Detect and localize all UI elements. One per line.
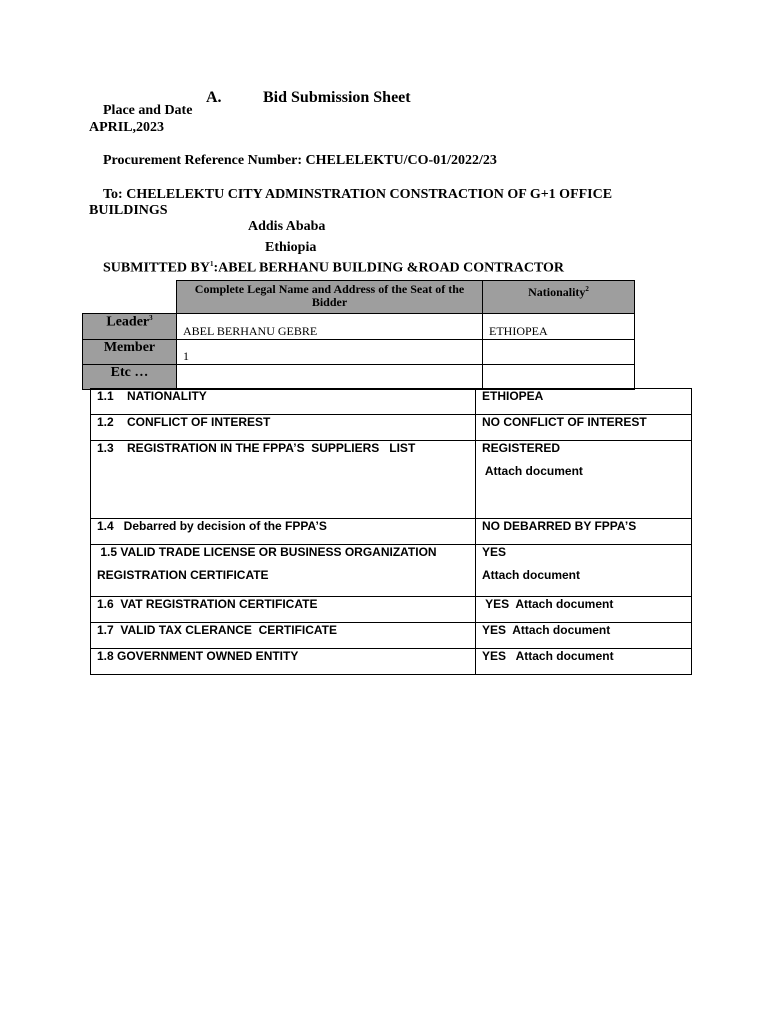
page-title: Bid Submission Sheet — [263, 89, 411, 106]
criterion-value-line-1: YES — [482, 545, 507, 559]
criterion-label — [91, 545, 476, 597]
bidder-name-header: Complete Legal Name and Address of the Seat of the Bidder — [177, 281, 483, 314]
place-date-value: APRIL,2023 — [89, 120, 165, 135]
leader-label-text: Leader — [106, 314, 150, 330]
table-row — [91, 649, 692, 675]
criterion-value: YES Attach document — [476, 623, 692, 649]
criterion-label: 1.8 GOVERNMENT OWNED ENTITY — [91, 649, 476, 675]
table-row — [91, 415, 692, 441]
recipient-country: Ethiopia — [265, 240, 317, 255]
footnote-1: 1 — [209, 260, 214, 268]
criterion-value — [476, 545, 692, 597]
table-row — [83, 365, 635, 390]
criterion-label: 1.4 Debarred by decision of the FPPA’S — [91, 519, 476, 545]
criterion-label-line-1: 1.5 VALID TRADE LICENSE OR BUSINESS ORGANIZATION — [97, 545, 437, 559]
submitted-by-value: :ABEL BERHANU BUILDING &ROAD CONTRACTOR — [213, 260, 565, 276]
table-row — [91, 545, 692, 597]
row-label-etc: Etc … — [83, 365, 177, 390]
criterion-label: 1.1 NATIONALITY — [91, 389, 476, 415]
criterion-value-line-2: Attach document — [482, 568, 581, 582]
table-row — [83, 340, 635, 365]
bidder-nationality-header — [483, 281, 635, 314]
criterion-value-line-2: Attach document — [482, 464, 583, 478]
table-row — [83, 314, 635, 340]
table-row — [91, 597, 692, 623]
bidder-table-corner — [83, 281, 177, 314]
criterion-value — [476, 441, 692, 519]
criterion-label: 1.3 REGISTRATION IN THE FPPA’S SUPPLIERS LIST — [91, 441, 476, 519]
member-nationality — [483, 340, 635, 365]
leader-name: ABEL BERHANU GEBRE — [177, 314, 483, 340]
row-label-leader — [83, 314, 177, 340]
bidder-table — [82, 280, 635, 390]
recipient-line-2: BUILDINGS — [89, 203, 168, 218]
recipient-line-1: To: CHELELEKTU CITY ADMINSTRATION CONSTRACTION OF G+1 OFFICE — [103, 187, 613, 202]
criterion-value: ETHIOPEA — [476, 389, 692, 415]
leader-nationality: ETHIOPEA — [483, 314, 635, 340]
member-name: 1 — [177, 340, 483, 365]
table-row — [91, 519, 692, 545]
etc-nationality — [483, 365, 635, 390]
table-row — [91, 389, 692, 415]
criteria-table — [90, 388, 692, 675]
submitted-by-prefix: SUBMITTED BY — [103, 260, 210, 276]
criterion-value: YES Attach document — [476, 649, 692, 675]
criterion-value: NO CONFLICT OF INTEREST — [476, 415, 692, 441]
section-letter: A. — [206, 89, 222, 106]
place-date-label: Place and Date — [103, 103, 193, 118]
criterion-label: 1.6 VAT REGISTRATION CERTIFICATE — [91, 597, 476, 623]
table-row — [91, 441, 692, 519]
table-row — [91, 623, 692, 649]
criterion-label: 1.7 VALID TAX CLERANCE CERTIFICATE — [91, 623, 476, 649]
submitted-by — [103, 260, 564, 277]
etc-name — [177, 365, 483, 390]
criterion-value: YES Attach document — [476, 597, 692, 623]
nationality-header-text: Nationality — [528, 285, 586, 299]
criterion-value-line-1: REGISTERED — [482, 441, 561, 455]
criterion-label: 1.2 CONFLICT OF INTEREST — [91, 415, 476, 441]
row-label-member: Member — [83, 340, 177, 365]
footnote-2: 2 — [585, 285, 589, 293]
procurement-reference: Procurement Reference Number: CHELELEKTU/CO-01/2022/23 — [103, 153, 497, 168]
footnote-3: 3 — [149, 314, 153, 322]
recipient-city: Addis Ababa — [248, 219, 326, 234]
criterion-value: NO DEBARRED BY FPPA’S — [476, 519, 692, 545]
criterion-label-line-2: REGISTRATION CERTIFICATE — [97, 568, 269, 582]
